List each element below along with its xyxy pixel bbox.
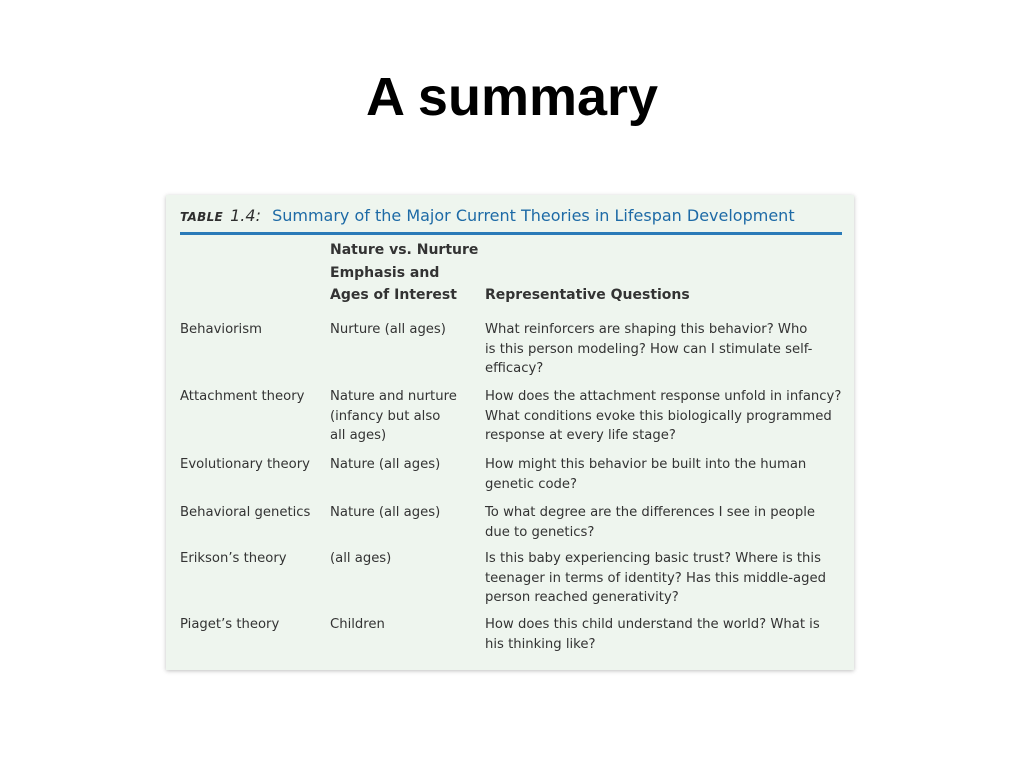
theory-name: Erikson’s theory	[180, 551, 287, 566]
theory-emphasis: Children	[330, 617, 385, 632]
table-caption-number: 1.4:	[230, 206, 261, 225]
theory-emphasis: (all ages)	[330, 551, 392, 566]
theory-emphasis: Nature (all ages)	[330, 457, 441, 472]
theory-emphasis: Nature and nurture (infancy but also all ages)	[330, 389, 457, 443]
theory-questions: What reinforcers are shaping this behavior? Who is this person modeling? How can I stimulate self- efficacy?	[485, 322, 813, 376]
table-caption-text: Summary of the Major Current Theories in Lifespan Development	[272, 206, 795, 225]
theories-table	[166, 195, 854, 670]
column-header-emphasis: Nature vs. Nurture Emphasis and Ages of Interest	[330, 242, 479, 303]
table-body	[166, 195, 854, 670]
table-caption-prefix: TABLE	[180, 210, 224, 224]
theory-emphasis: Nature (all ages)	[330, 505, 441, 520]
theory-name: Piaget’s theory	[180, 617, 280, 632]
theory-questions: How does the attachment response unfold in infancy? What conditions evoke this biologically programmed response at every life stage?	[485, 389, 842, 443]
theory-name: Evolutionary theory	[180, 457, 310, 472]
theory-name: Behaviorism	[180, 322, 262, 337]
theory-name: Attachment theory	[180, 389, 305, 404]
theory-emphasis: Nurture (all ages)	[330, 322, 446, 337]
column-header-questions: Representative Questions	[485, 287, 690, 303]
theory-questions: How does this child understand the world? What is his thinking like?	[485, 617, 820, 652]
theory-name: Behavioral genetics	[180, 505, 311, 520]
theory-questions: How might this behavior be built into the human genetic code?	[485, 457, 807, 492]
slide-title: A summary	[365, 67, 659, 127]
theory-questions: To what degree are the differences I see in people due to genetics?	[485, 505, 815, 540]
theory-questions: Is this baby experiencing basic trust? Where is this teenager in terms of identity? Has this middle-aged person reached generativity?	[485, 551, 826, 605]
